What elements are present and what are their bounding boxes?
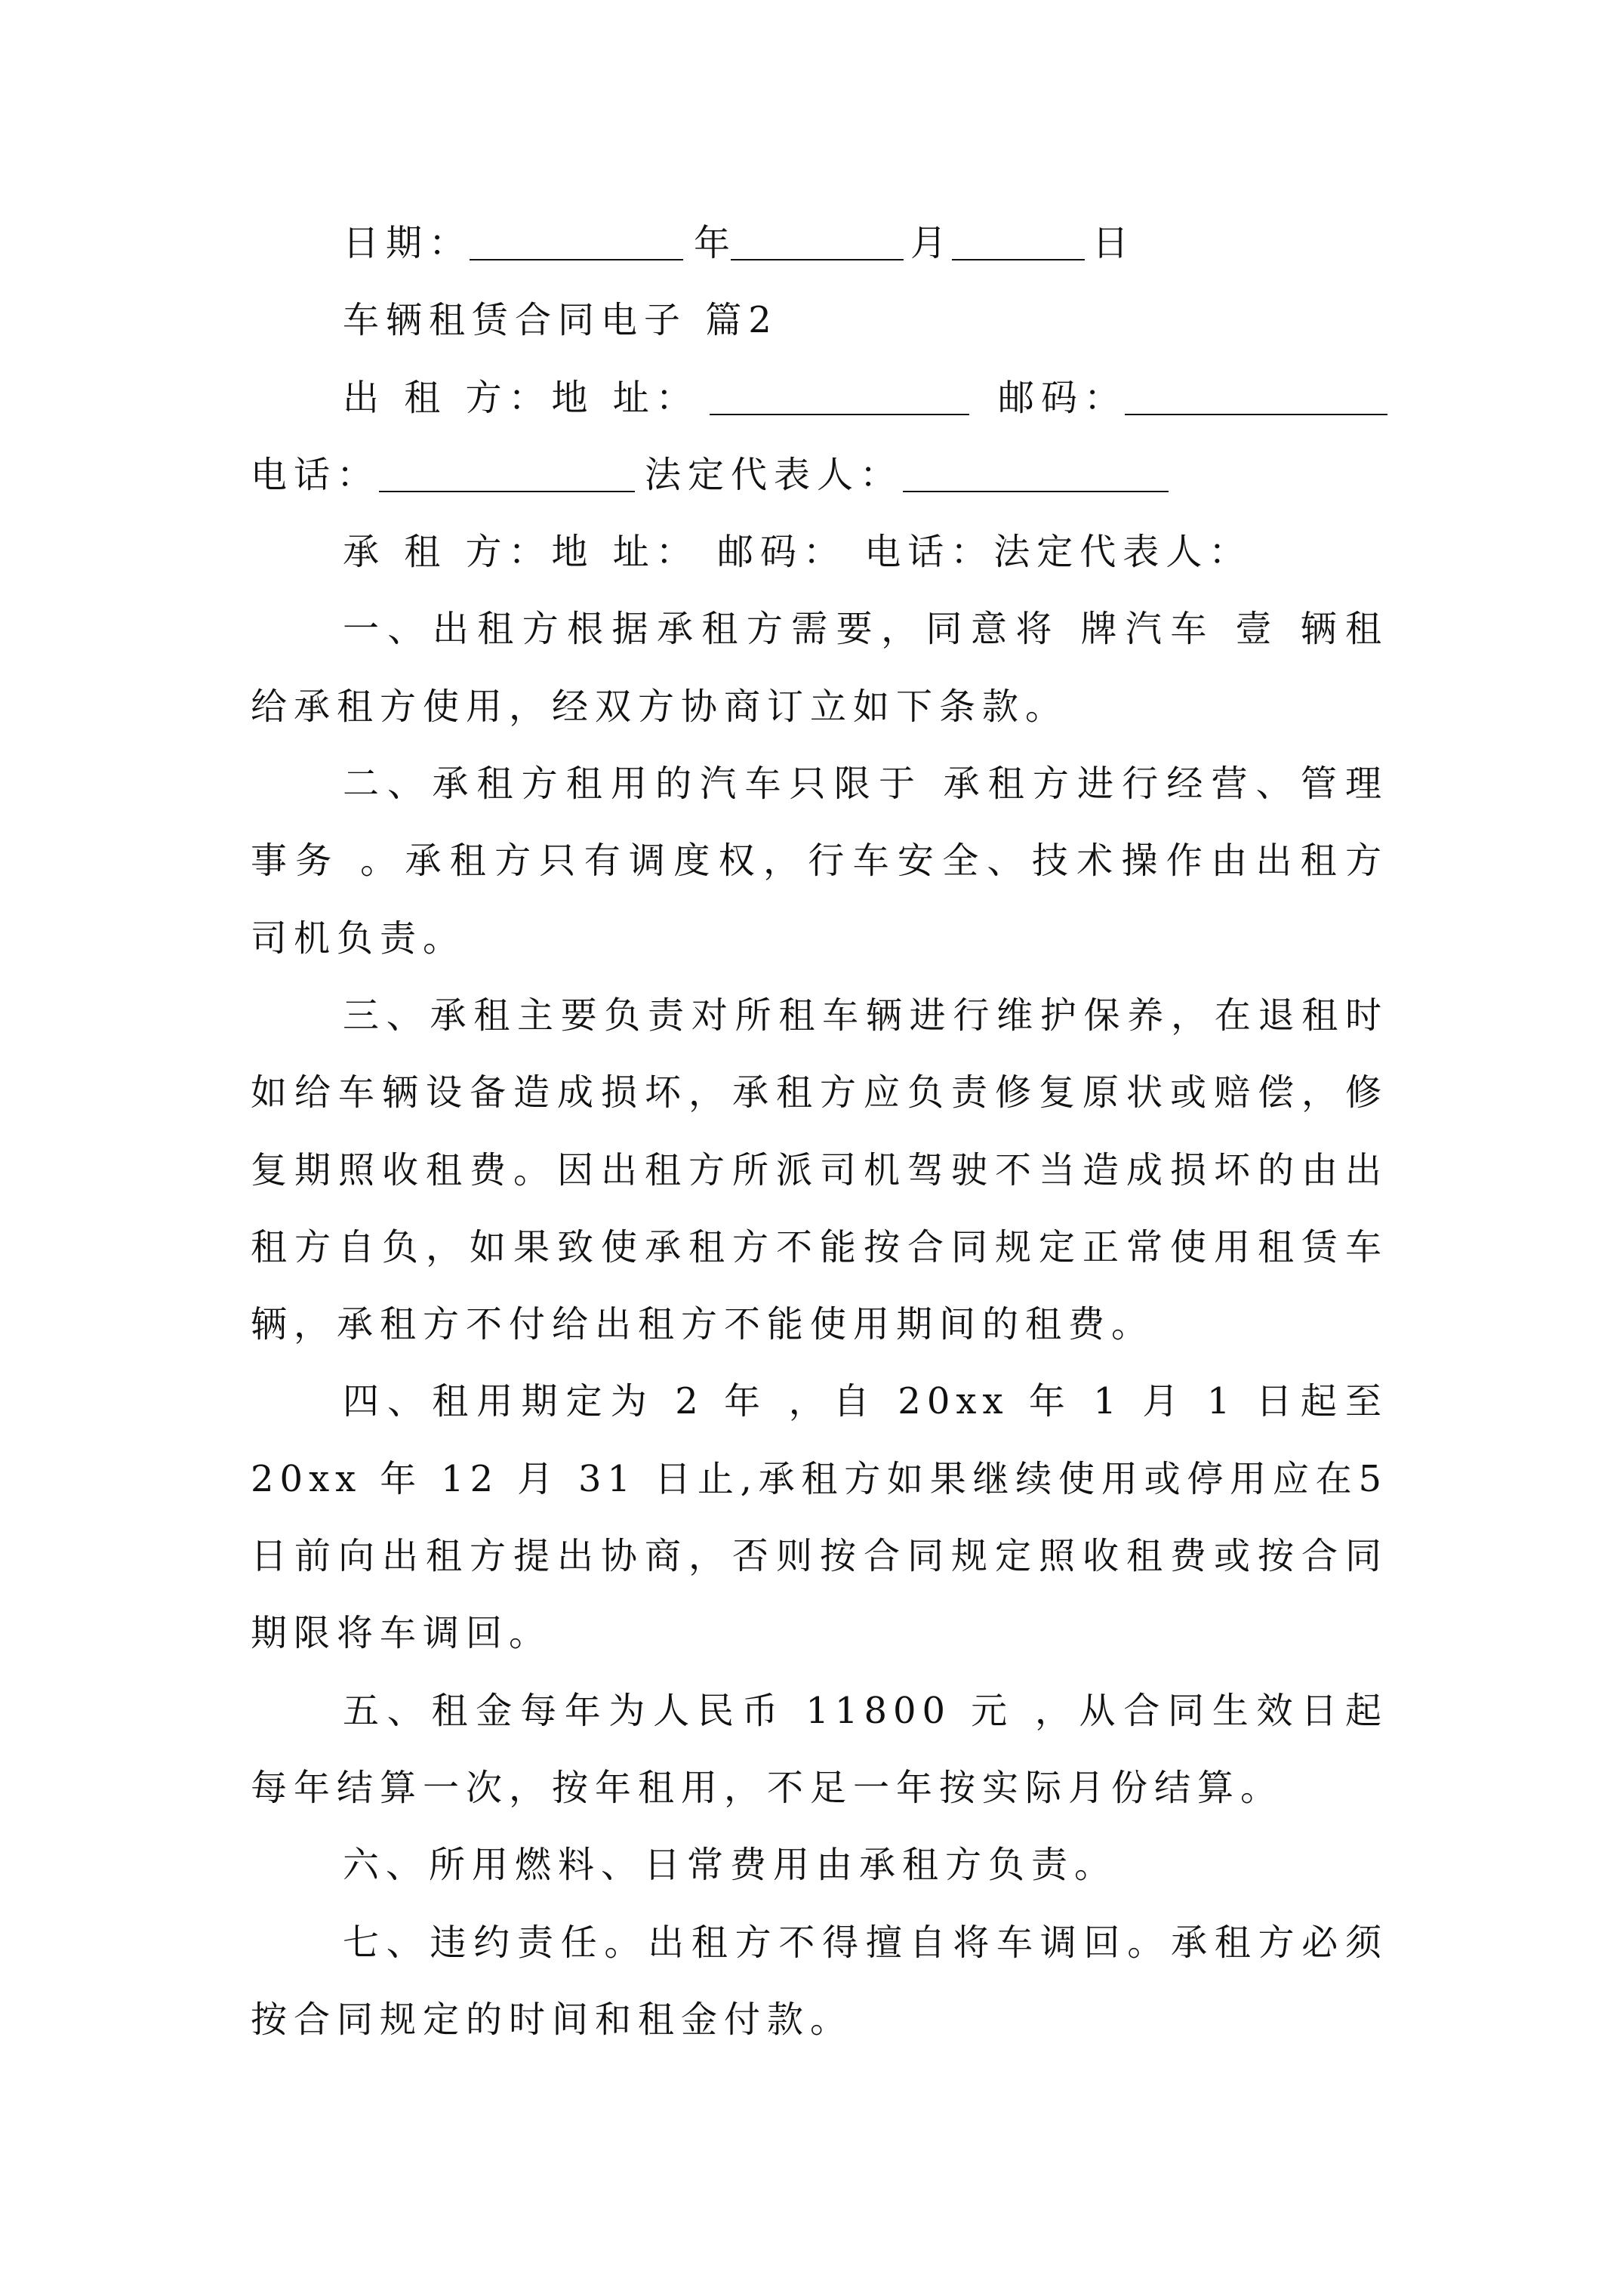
clause-2-line-2: 事务 。承租方只有调度权，行车安全、技术操作由出租方	[251, 840, 1387, 883]
date-label: 日期：	[343, 222, 473, 264]
clause-7-line-2: 按合同规定的时间和租金付款。	[251, 1998, 854, 2041]
clause-2-line-3: 司机负责。	[251, 917, 467, 960]
lessor-postcode-label: 邮码：	[998, 376, 1128, 419]
clause-3-line-1: 三、承租主要负责对所租车辆进行维护保养，在退租时	[343, 994, 1387, 1037]
clause-1-line-2: 给承租方使用，经双方协商订立如下条款。	[251, 685, 1069, 728]
month-blank	[731, 259, 904, 260]
lessor-address-label: 出 租 方：地 址：	[343, 376, 699, 419]
clause-4-line-4: 期限将车调回。	[251, 1612, 553, 1655]
clause-4-line-3: 日前向出租方提出协商，否则按合同规定照收租费或按合同	[251, 1535, 1387, 1578]
day-blank	[952, 259, 1085, 260]
clause-7-line-1: 七、违约责任。出租方不得擅自将车调回。承租方必须	[343, 1921, 1387, 1964]
lessor-rep-label: 法定代表人：	[645, 453, 904, 496]
lessor-contact-line	[251, 436, 1387, 513]
lessor-phone-blank	[379, 491, 635, 492]
clause-4-line-1: 四、租用期定为 2 年 ，自 20xx 年 1 月 1 日起至	[343, 1380, 1387, 1423]
clause-5-line-2: 每年结算一次，按年租用，不足一年按实际月份结算。	[251, 1766, 1284, 1809]
year-label: 年	[694, 222, 738, 264]
month-label: 月	[910, 222, 954, 264]
lessee-line: 承 租 方：地 址： 邮码： 电话：法定代表人：	[343, 531, 1252, 574]
lessor-phone-label: 电话：	[251, 453, 380, 496]
year-blank	[470, 259, 683, 260]
clause-1-line-1: 一、出租方根据承租方需要，同意将 牌汽车 壹 辆租	[343, 608, 1387, 651]
clause-3-line-4: 租方自负，如果致使承租方不能按合同规定正常使用租赁车	[251, 1225, 1387, 1268]
day-label: 日	[1092, 222, 1136, 264]
clause-6-line-1: 六、所用燃料、日常费用由承租方负责。	[343, 1844, 1118, 1887]
clause-3-line-5: 辆，承租方不付给出租方不能使用期间的租费。	[251, 1303, 1155, 1346]
clause-2-line-1: 二、承租方租用的汽车只限于 承租方进行经营、管理	[343, 763, 1387, 806]
clause-4-line-2: 20xx 年 12 月 31 日止,承租方如果继续使用或停用应在5	[251, 1457, 1387, 1500]
section-title: 车辆租赁合同电子 篇2	[343, 299, 778, 342]
lessor-address-blank	[710, 414, 969, 415]
document-body	[251, 205, 1387, 2058]
lessor-rep-blank	[903, 491, 1169, 492]
clause-5-line-1: 五、租金每年为人民币 11800 元 ，从合同生效日起	[343, 1689, 1387, 1732]
lessor-postcode-blank	[1125, 414, 1387, 415]
clause-3-line-3: 复期照收租费。因出租方所派司机驾驶不当造成损坏的由出	[251, 1148, 1387, 1191]
date-line	[251, 205, 1387, 282]
lessor-line	[251, 359, 1387, 436]
clause-3-line-2: 如给车辆设备造成损坏，承租方应负责修复原状或赔偿，修	[251, 1071, 1387, 1114]
